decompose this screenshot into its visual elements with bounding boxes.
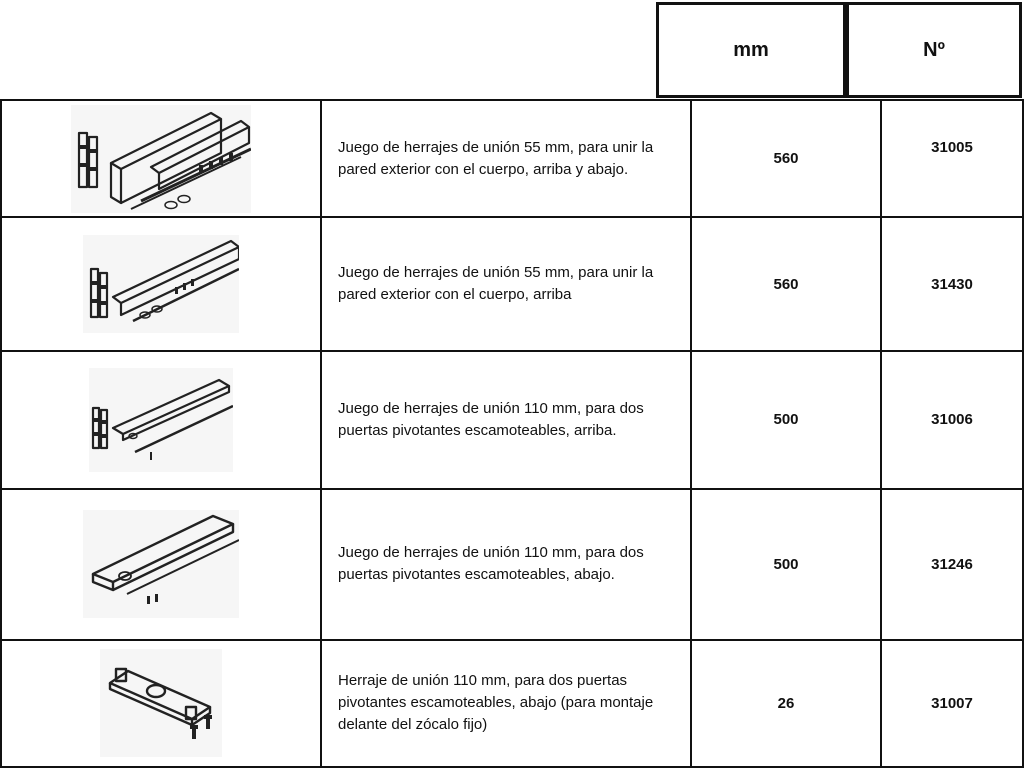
- product-image-cell: [1, 100, 321, 217]
- product-description: Juego de herrajes de unión 110 mm, para dos puertas pivotantes escamoteables, arriba.: [321, 351, 691, 489]
- product-number: 31005: [881, 100, 1023, 217]
- double-profile-rail-fitting-icon: [71, 105, 251, 213]
- product-image-cell: [1, 351, 321, 489]
- wide-channel-rail-icon: [83, 510, 239, 618]
- product-image-cell: [1, 217, 321, 350]
- narrow-rail-fitting-icon: [89, 368, 233, 472]
- single-profile-rail-fitting-icon: [83, 235, 239, 333]
- table-row: [1, 217, 1023, 350]
- short-bracket-fitting-icon: [100, 649, 222, 757]
- product-image-cell: [1, 489, 321, 639]
- product-number: 31006: [881, 351, 1023, 489]
- product-description: Juego de herrajes de unión 55 mm, para unir la pared exterior con el cuerpo, arriba: [321, 217, 691, 350]
- product-description: Juego de herrajes de unión 110 mm, para dos puertas pivotantes escamoteables, abajo.: [321, 489, 691, 639]
- product-table: [0, 99, 1024, 768]
- product-number: 31430: [881, 217, 1023, 350]
- table-row: [1, 640, 1023, 767]
- product-mm: 500: [691, 351, 881, 489]
- product-number: 31246: [881, 489, 1023, 639]
- table-row: [1, 351, 1023, 489]
- product-image-cell: [1, 640, 321, 767]
- product-description: Herraje de unión 110 mm, para dos puertas pivotantes escamoteables, abajo (para montaje delante del zócalo fijo): [321, 640, 691, 767]
- column-header-number: Nº: [846, 2, 1022, 98]
- product-mm: 560: [691, 100, 881, 217]
- product-number: 31007: [881, 640, 1023, 767]
- product-mm: 26: [691, 640, 881, 767]
- product-mm: 560: [691, 217, 881, 350]
- table-row: [1, 489, 1023, 639]
- product-mm: 500: [691, 489, 881, 639]
- product-description: Juego de herrajes de unión 55 mm, para unir la pared exterior con el cuerpo, arriba y abajo.: [321, 100, 691, 217]
- table-row: [1, 100, 1023, 217]
- column-header-mm: mm: [656, 2, 846, 98]
